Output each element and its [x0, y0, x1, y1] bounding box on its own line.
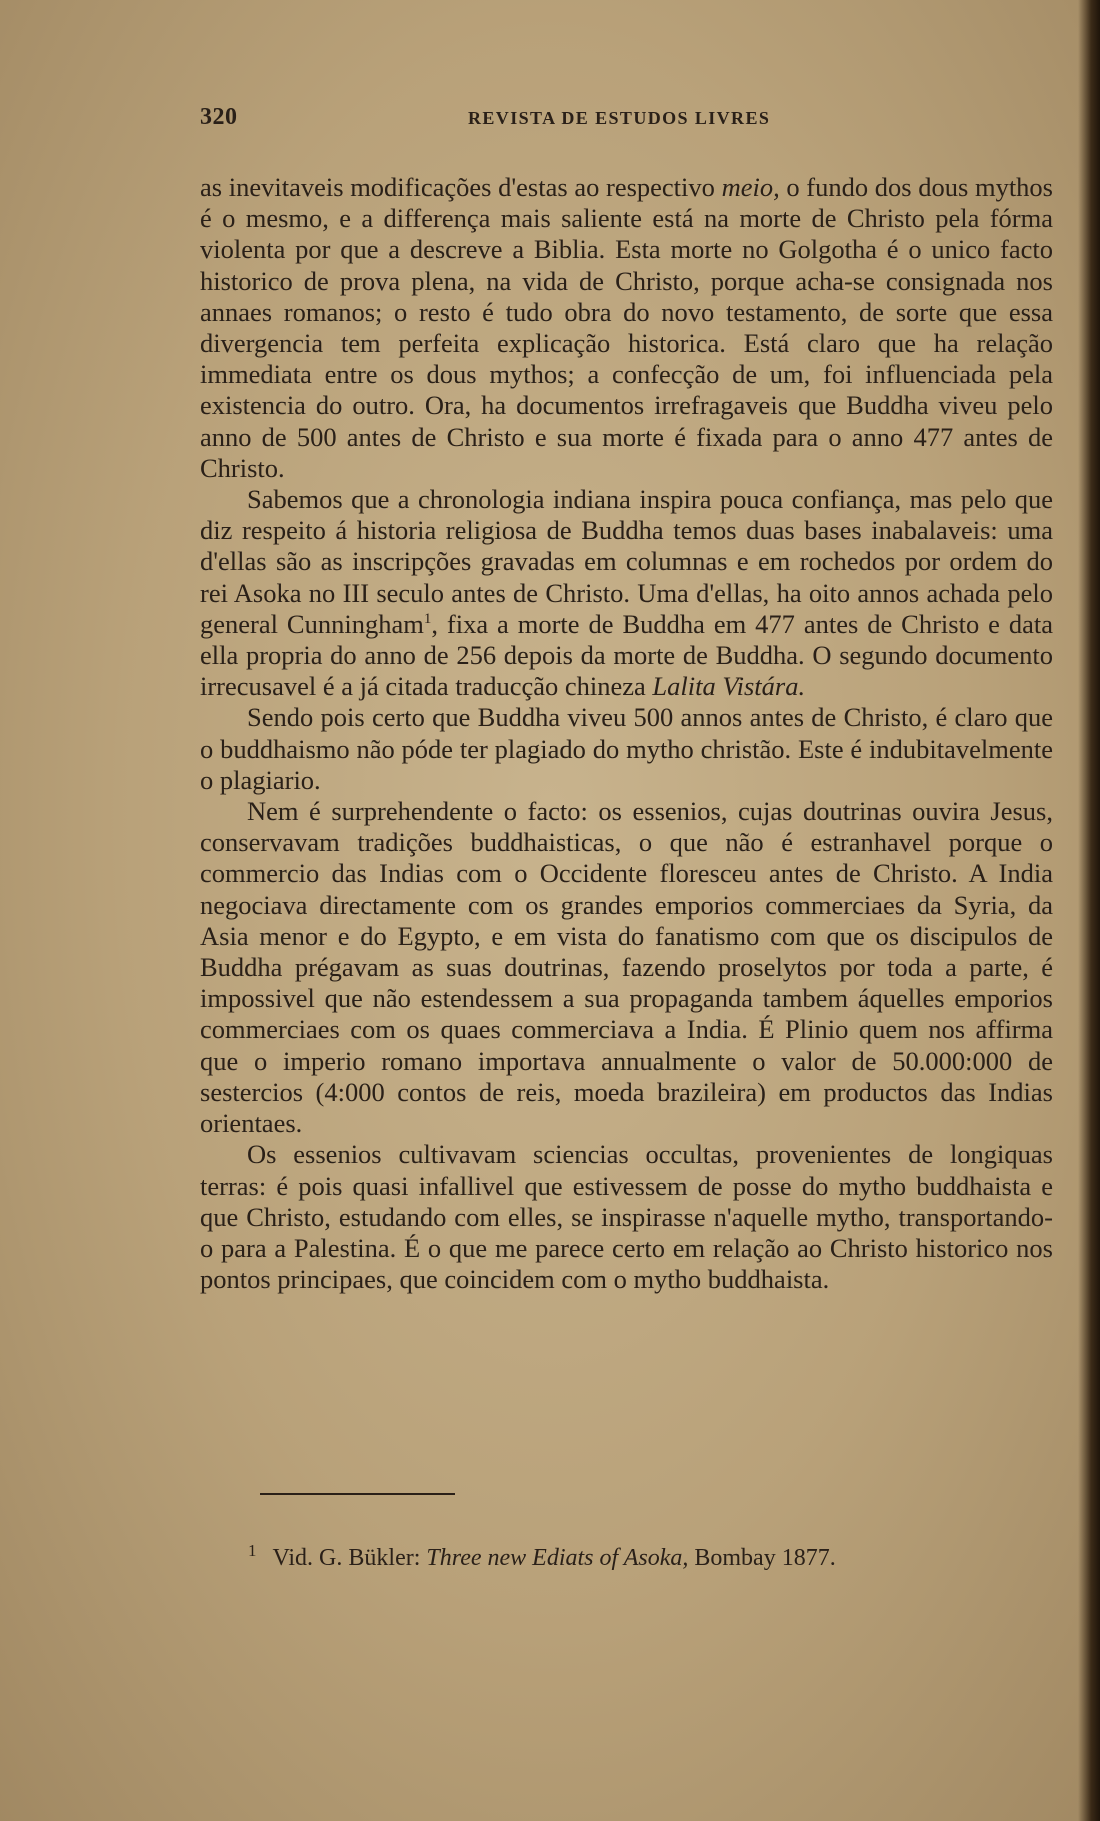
paragraph-1	[200, 172, 1053, 484]
paragraph-1-text-a: as inevitaveis modificações d'estas ao respectivo	[200, 172, 722, 202]
paragraph-5: Os essenios cultivavam sciencias occultas, provenientes de longiquas terras: é pois quasi infallivel que estivessem de posse do mytho buddhaista e que Christo, estudando com elles, se inspirasse n'aquelle mytho, transportando-o para a Palestina. É o que me parece certo em relação ao Christo historico nos pontos principaes, que coincidem com o mytho buddhaista.	[200, 1139, 1053, 1295]
paragraph-2-text-a: Sabemos que a chronologia indiana inspira pouca confiança, mas pelo que diz respeito á historia religiosa de Buddha temos duas bases inabalaveis: uma d'ellas são as inscripções gravadas em columnas e em rochedos por ordem do rei Asoka no III seculo antes de Christo. Uma d'ellas, ha oito annos achada pelo general Cunningham	[200, 484, 1053, 639]
paragraph-1-italic: meio,	[721, 172, 780, 202]
footnote-italic: Three new Ediats of Asoka,	[426, 1545, 689, 1571]
footnote-reference: 1	[423, 611, 432, 628]
book-spine-shadow	[1078, 0, 1100, 1821]
paragraph-2-italic: Lalita Vistára.	[652, 671, 806, 702]
running-header	[200, 104, 1060, 134]
paragraph-2	[200, 484, 1053, 702]
footnote-mark: 1	[248, 1541, 257, 1560]
running-title: REVISTA DE ESTUDOS LIVRES	[468, 108, 771, 128]
body-text	[200, 172, 1053, 1295]
paragraph-2-text-b: , fixa a morte de Buddha em 477 antes de Christo e data ella propria do anno de 256 depois da morte de Buddha. O segundo documento irrecusavel é a já citada traducção chineza	[200, 608, 1053, 702]
paragraph-1-text-b: o fundo dos dous mythos é o mesmo, e a differença mais saliente está na morte de Christo pela fórma violenta por que a descreve a Biblia. Esta morte no Golgotha é o unico facto historico de prova plena, na vida de Christo, porque acha-se consignada nos annaes romanos; o resto é tudo obra do novo testamento, de sorte que essa divergencia tem perfeita explicação historica. Está claro que ha relação immediata entre os dous mythos; a confecção de um, foi influenciada pela existencia do outro. Ora, ha documentos irrefragaveis que Buddha viveu pelo anno de 500 antes de Christo e sua morte é fixada para o anno 477 antes de Christo.	[200, 172, 1053, 483]
footnote	[248, 1541, 836, 1572]
footnote-separator	[260, 1493, 455, 1495]
paragraph-4: Nem é surprehendente o facto: os essenios, cujas doutrinas ouvira Jesus, conservavam tradições buddhaisticas, o que não é estranhavel porque o commercio das Indias com o Occidente floresceu antes de Christo. A India negociava directamente com os grandes emporios commerciaes da Syria, da Asia menor e do Egypto, e em vista do fanatismo com que os discipulos de Buddha prégavam as suas doutrinas, fazendo proselytos por toda a parte, é impossivel que não estendessem a sua propaganda tambem áquelles emporios commerciaes com os quaes commerciava a India. É Plinio quem nos affirma que o imperio romano importava annualmente o valor de 50.000:000 de sestercios (4:000 contos de reis, moeda brazileira) em productos das Indias orientaes.	[200, 796, 1053, 1139]
footnote-text-a: Vid. G. Bükler:	[272, 1545, 427, 1571]
page-number: 320	[200, 104, 238, 130]
footnote-text-b: Bombay 1877.	[688, 1545, 836, 1571]
paragraph-3: Sendo pois certo que Buddha viveu 500 annos antes de Christo, é claro que o buddhaismo não póde ter plagiado do mytho christão. Este é indubitavelmente o plagiario.	[200, 702, 1053, 795]
